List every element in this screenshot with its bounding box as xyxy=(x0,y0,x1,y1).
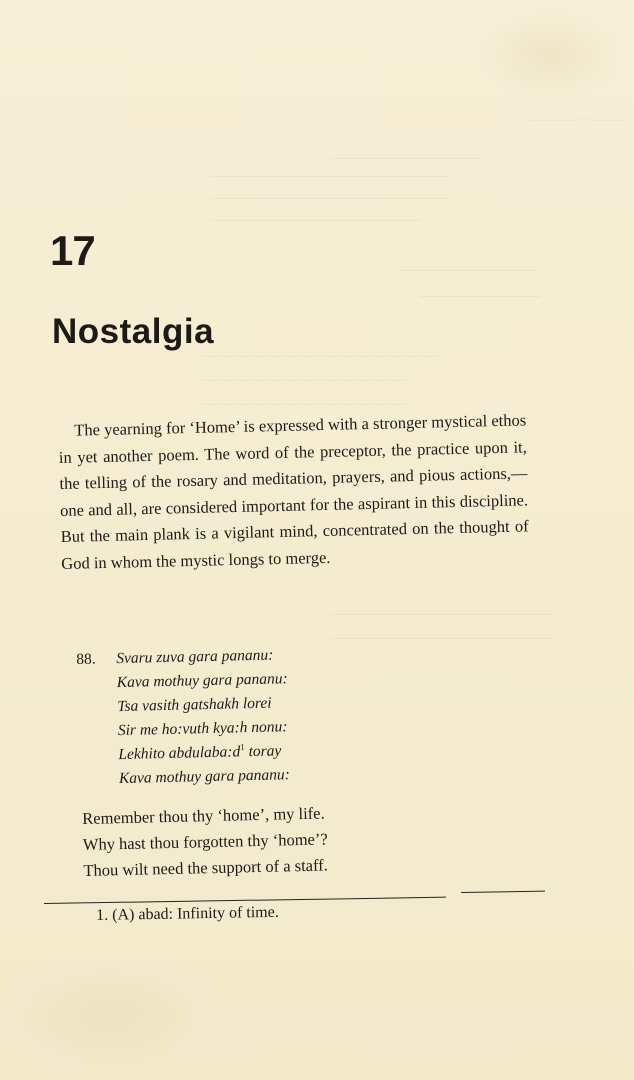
verse-line: Tsa vasith gatshakh lorei xyxy=(117,694,272,716)
show-through-text: —————————————— xyxy=(200,372,410,388)
show-through-text: ———————— xyxy=(420,288,540,304)
chapter-number: 17 xyxy=(50,227,95,275)
show-through-text: ———————————————— xyxy=(200,348,440,364)
verse-line: Kava mothuy gara pananu: xyxy=(116,670,288,692)
show-through-text: —————————— xyxy=(330,150,480,166)
translation-block xyxy=(82,798,424,884)
show-through-text: ————————— xyxy=(400,262,535,278)
show-through-text: ———————————————— xyxy=(210,190,450,206)
show-through-text: —————————————— xyxy=(210,212,420,228)
verse-line-text: Svaru zuva gara pananu: xyxy=(116,646,274,668)
verse-block xyxy=(76,641,409,792)
chapter-title: Nostalgia xyxy=(52,312,215,352)
translation-line: Why hast thou forgotten thy ‘home’? xyxy=(82,829,328,854)
intro-paragraph: The yearning for ‘Home’ is expressed with a stronger mystical ethos in yet another poem. The word of the preceptor, the practice upon it, the telling of the rosary and meditation, prayers, and pious actions,—one and all, are considered important for the aspirant in this discipline. But the main plank is a vigilant mind, concentrated on the thought of God in whom the mystic longs to merge. xyxy=(58,410,529,573)
show-through-text: ———————————————— xyxy=(210,168,450,184)
show-through-text: —————————————— xyxy=(200,396,410,412)
paper-stain xyxy=(10,960,210,1070)
verse-line-text: Lekhito abdulaba:d xyxy=(118,743,241,764)
show-through-text: ——————————————— xyxy=(330,606,555,622)
footnote-rule-fragment xyxy=(461,891,545,893)
show-through-text: ——— ·· —— xyxy=(530,112,623,128)
verse-line: Kava mothuy gara pananu: xyxy=(118,766,291,788)
footnote-marker: 1 xyxy=(240,742,245,753)
translation-line: Thou wilt need the support of a staff. xyxy=(83,855,329,880)
translation-line: Remember thou thy ‘home’, my life. xyxy=(82,803,325,828)
paper-stain xyxy=(480,10,620,100)
footnote: 1. (A) abad: Infinity of time. xyxy=(96,903,279,924)
show-through-text: ——————————————— xyxy=(330,630,555,646)
verse-line-tail: toray xyxy=(244,742,282,761)
verse-line: Sir me ho:vuth kya:h nonu: xyxy=(117,718,288,740)
verse-number: 88. xyxy=(76,650,96,668)
